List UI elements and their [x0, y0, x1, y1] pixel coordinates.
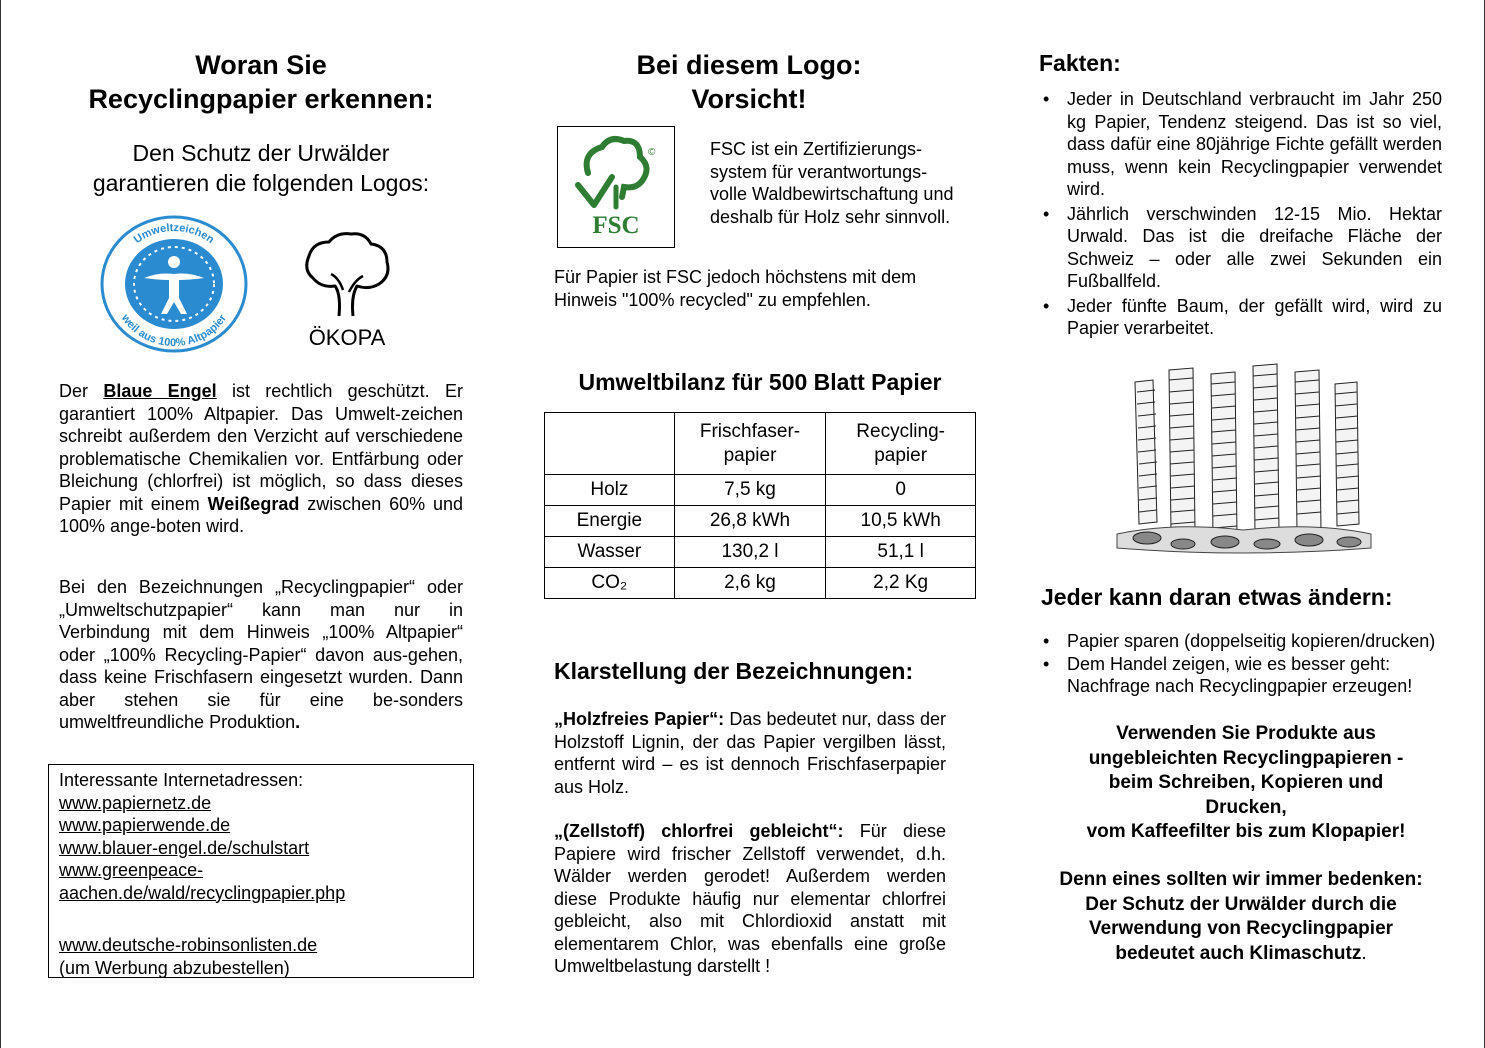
klarstellung-title: Klarstellung der Bezeichnungen:: [554, 658, 914, 684]
title-line: Woran Sie: [195, 50, 327, 80]
logos-subtitle: [57, 138, 465, 198]
closing-line: Verwendung von Recyclingpapier: [1088, 918, 1394, 939]
tree-icon: [299, 230, 395, 320]
cta-line: ungebleichten Recyclingpapieren -: [1088, 747, 1404, 769]
table-header-cell: Recycling-papier: [826, 413, 976, 475]
closing-line: Der Schutz der Urwälder durch die: [1085, 893, 1397, 915]
fsc-description: FSC ist ein Zertifizierungs-system für verantwortungs-volle Waldbewirtschaftung und deshalb für Holz sehr sinnvoll.: [710, 139, 954, 227]
links-heading: Interessante Internetadressen:: [59, 770, 304, 790]
subtitle-line: garantieren die folgenden Logos:: [92, 170, 430, 196]
table-cell: 10,5 kWh: [826, 506, 976, 537]
list-item: • Jeder in Deutschland verbraucht im Jahr 250 kg Papier, Tendenz steigend. Das ist so viel, dass dafür eine 80jährige Fichte gefällt werden muss, wenn kein Recyclingpapier verwendet wird.: [1041, 88, 1442, 201]
table-row: [545, 475, 976, 506]
table-cell: 26,8 kWh: [674, 506, 826, 537]
closing-line: Denn eines sollten wir immer bedenken:: [1059, 869, 1423, 890]
table-cell: Wasser: [545, 537, 675, 568]
title-line: Vorsicht!: [691, 84, 807, 114]
table-cell: Energie: [545, 506, 675, 537]
cta-line: beim Schreiben, Kopieren und: [1108, 772, 1384, 793]
table-row: [545, 506, 976, 537]
title-line: Bei diesem Logo:: [636, 50, 862, 80]
umweltbilanz-title: Umweltbilanz für 500 Blatt Papier: [578, 369, 942, 395]
paper-stack: [1211, 372, 1237, 536]
list-item: • Papier sparen (doppelseitig kopieren/drucken): [1041, 630, 1451, 653]
table-cell: 51,1 l: [826, 537, 976, 568]
fsc-note: Für Papier ist FSC jedoch höchstens mit dem Hinweis "100% recycled" zu empfehlen.: [554, 267, 917, 310]
cta-line: Verwenden Sie Produkte aus: [1116, 723, 1376, 744]
okopa-logo: [299, 230, 395, 348]
blauer-engel-logo: [99, 214, 249, 354]
cta-line: Drucken,: [1205, 796, 1287, 818]
fsc-label: FSC: [592, 212, 640, 239]
page-title-recycling: [57, 48, 465, 116]
fsc-copyright-mark: ©: [648, 147, 656, 158]
closing-line: [1031, 942, 1451, 967]
link-papiernetz[interactable]: www.papiernetz.de: [59, 792, 212, 813]
engel-top-text: Umweltzeichen: [131, 221, 217, 247]
jeder-kann-title: Jeder kann daran etwas ändern:: [1041, 584, 1393, 610]
link-blauer-engel[interactable]: www.blauer-engel.de/schulstart: [59, 837, 310, 858]
table-cell: 0: [826, 475, 976, 506]
tree-stumps: [1117, 527, 1371, 553]
paragraph-text: zwischen 60% und 100% ange-boten wird.: [59, 493, 463, 536]
table-header-cell: Frischfaser-papier: [674, 413, 826, 475]
cta-line: vom Kaffeefilter bis zum Klopapier!: [1086, 821, 1406, 842]
table-row: [545, 537, 976, 568]
paragraph-text: Der: [59, 381, 104, 401]
title-line: Recyclingpapier erkennen:: [88, 84, 434, 114]
bezeichnungen-paragraph: [59, 576, 463, 734]
weissegrad-term: Weißegrad: [207, 493, 300, 514]
table-cell: 130,2 l: [674, 537, 826, 568]
paragraph-text: Bei den Bezeichnungen „Recyclingpapier“ oder „Umweltschutzpapier“ kann man nur in Verbindung mit dem Hinweis „100% Altpapier“ oder „100% Recycling-Papier“ davon aus-gehen, dass keine Frischfasern eingesetzt wurden. Dann aber stehen sie für eine be-sonders umweltfreundliche Produktion: [59, 577, 463, 732]
robinson-note: (um Werbung abzubestellen): [59, 957, 290, 978]
paragraph-end: .: [295, 712, 301, 732]
table-cell: 7,5 kg: [674, 475, 826, 506]
paragraph-text: ist rechtlich geschützt. Er garantiert 100% Altpapier. Das Umwelt-zeichen schreibt außerdem den Verzicht auf verschiedene problematische Chemikalien vor. Entfärbung oder Bleichung (chlorfrei) ist möglich, so dass dieses Papier mit einem: [59, 381, 463, 514]
list-item: • Jeder fünfte Baum, der gefällt wird, wird zu Papier verarbeitet.: [1041, 295, 1442, 340]
call-to-action: [1041, 722, 1451, 845]
holzfrei-paragraph: [554, 708, 946, 798]
fakten-list: [1041, 88, 1442, 342]
fsc-tree-icon: [558, 127, 674, 247]
chlorfrei-term: „(Zellstoff) chlorfrei gebleicht“:: [554, 821, 844, 841]
fsc-logo: [557, 126, 675, 248]
internet-links-box: [48, 764, 474, 978]
closing-statement: [1031, 868, 1451, 966]
paper-stack: [1295, 370, 1321, 532]
paper-stack: [1335, 382, 1359, 526]
paper-stack: [1253, 364, 1279, 534]
list-item: • Jährlich verschwinden 12-15 Mio. Hektar Urwald. Das ist die dreifache Fläche der Schweiz – oder alle zwei Sekunden ein Fußballfeld.: [1041, 203, 1442, 293]
table-header-row: [545, 413, 976, 475]
fsc-warning-title: [557, 48, 941, 116]
table-cell: 2,6 kg: [674, 568, 826, 599]
link-greenpeace-part2[interactable]: aachen.de/wald/recyclingpapier.php: [59, 882, 346, 903]
table-row: [545, 568, 976, 599]
fakten-title: Fakten:: [1039, 50, 1121, 76]
okopa-label: ÖKOPA: [308, 325, 386, 350]
paper-stack: [1169, 368, 1195, 532]
table-cell: 2,2 Kg: [826, 568, 976, 599]
link-greenpeace-part1[interactable]: www.greenpeace-: [59, 860, 204, 880]
link-papierwende[interactable]: www.papierwende.de: [59, 815, 231, 835]
umweltbilanz-table: [544, 412, 976, 599]
paragraph-text: Das bedeutet nur, dass der Holzstoff Lignin, der das Papier vergilben lässt, entfernt wird – es ist dennoch Frischfaserpapier aus Holz.: [554, 709, 946, 797]
chlorfrei-paragraph: [554, 820, 946, 978]
paper-stack: [1135, 380, 1157, 524]
engel-bottom-text: weil aus 100% Altpapier: [118, 312, 230, 350]
blauer-engel-term: Blaue Engel: [103, 381, 217, 401]
blauer-engel-paragraph: [59, 380, 463, 538]
list-item: • Dem Handel zeigen, wie es besser geht: Nachfrage nach Recyclingpapier erzeugen!: [1041, 653, 1451, 698]
paper-stacks-illustration: [1113, 362, 1375, 572]
subtitle-line: Den Schutz der Urwälder: [132, 140, 390, 166]
closing-period: .: [1361, 942, 1367, 964]
closing-line-text: bedeutet auch Klimaschutz: [1115, 942, 1362, 964]
table-cell: Holz: [545, 475, 675, 506]
tips-list: [1041, 630, 1451, 698]
holzfrei-term: „Holzfreies Papier“:: [554, 709, 725, 729]
link-robinsonlisten[interactable]: www.deutsche-robinsonlisten.de: [59, 935, 318, 955]
table-cell: CO₂: [545, 568, 675, 599]
table-header-cell: [545, 413, 675, 475]
paragraph-text: Für diese Papiere wird frischer Zellstoff verwendet, d.h. Wälder werden gerodet! Außerdem werden diese Produkte häufig nur elementar chlorfrei gebleicht, also mit Chlordioxid anstatt mit elementarem Chlor, was ebenfalls eine große Umweltbelastung darstellt !: [554, 821, 946, 976]
